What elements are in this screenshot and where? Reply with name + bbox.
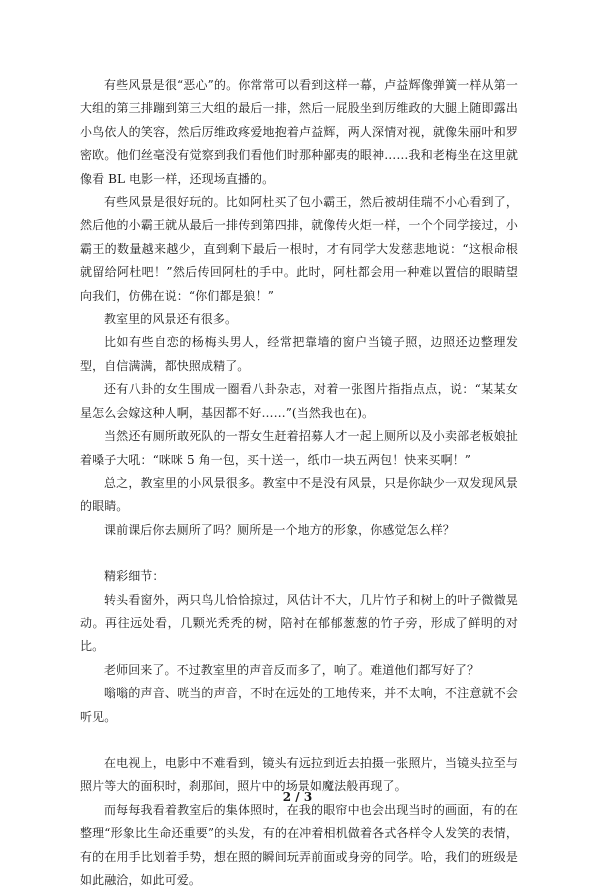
- spacer: [80, 542, 518, 565]
- paragraph: 有些风景是很“恶心”的。你常常可以看到这样一幕，卢益辉像弹簧一样从第一大组的第三排蹦到第三大组的最后一排，然后一屁股坐到厉维政的大腿上随即露出小鸟依人的笑容，然后厉维政疼爱地抱着卢益辉，两人深情对视，就像朱丽叶和罗密欧。他们丝毫没有觉察到我们看他们时那种鄙夷的眼神……我和老梅坐在这里就像看 BL 电影一样，还现场直播的。: [80, 78, 518, 186]
- detail-paragraph: 老师回来了。不过教室里的声音反而多了，响了。难道他们都写好了？: [104, 662, 480, 677]
- document-body: [80, 74, 518, 892]
- spacer: [80, 729, 518, 752]
- detail-paragraph: 转头看窗外，两只鸟儿恰恰掠过，风估计不大，几片竹子和树上的叶子微微晃动。再往远处看，几颗光秃秃的树，陪衬在郁郁葱葱的竹子旁，形成了鲜明的对比。: [80, 592, 518, 654]
- closing-paragraph: 在电视上，电影中不难看到，镜头有远拉到近去拍摄一张照片，当镜头拉至与照片等大的面积时，刹那间，照片中的场景如魔法般再现了。: [80, 755, 518, 794]
- paragraph: 教室里的风景还有很多。: [104, 312, 238, 327]
- section-heading: 精彩细节：: [104, 569, 165, 584]
- paragraph: 课前课后你去厕所了吗？厕所是一个地方的形象，你感觉怎么样？: [104, 522, 455, 537]
- closing-paragraph: 而每每我看着教室后的集体照时，在我的眼帘中也会出现当时的画面，有的在整理“形象比生命还重要”的头发，有的在冲着相机做着各式各样令人发笑的表情，有的在用手比划着手势，想在照的瞬间玩弄前面或身旁的同学。哈，我们的班级是如此融洽，如此可爱。: [80, 802, 518, 887]
- paragraph: 总之，教室里的小风景很多。教室中不是没有风景，只是你缺少一双发现风景的眼睛。: [80, 475, 518, 514]
- page-number: 2 / 3: [282, 790, 313, 804]
- detail-paragraph: 嗡嗡的声音、咣当的声音，不时在远处的工地传来，并不太响，不注意就不会听见。: [80, 686, 518, 724]
- paragraph: 比如有些自恋的杨梅头男人，经常把靠墙的窗户当镜子照，边照还边整理发型，自信满满，都快照成精了。: [80, 335, 518, 373]
- paragraph: 还有八卦的女生围成一圈看八卦杂志，对着一张图片指指点点，说：“某某女星怎么会嫁这种人啊，基因都不好……”(当然我也在)。: [80, 382, 518, 420]
- paragraph: 当然还有厕所敢死队的一帮女生赶着招募人才一起上厕所以及小卖部老板娘扯着嗓子大吼：“咪咪 5 角一包，买十送一，纸巾一块五两包！快来买啊！”: [80, 429, 518, 467]
- paragraph: 有些风景是很好玩的。比如阿杜买了包小霸王，然后被胡佳瑞不小心看到了，然后他的小霸王就从最后一排传到第四排，就像传火炬一样，一个个同学接过，小霸王的数量越来越少，直到剩下最后一根时，才有同学大发慈悲地说：“这根命根就留给阿杜吧！”然后传回阿杜的手中。此时，阿杜都会用一种难以置信的眼睛望向我们，仿佛在说：“你们都是狼！”: [80, 195, 518, 303]
